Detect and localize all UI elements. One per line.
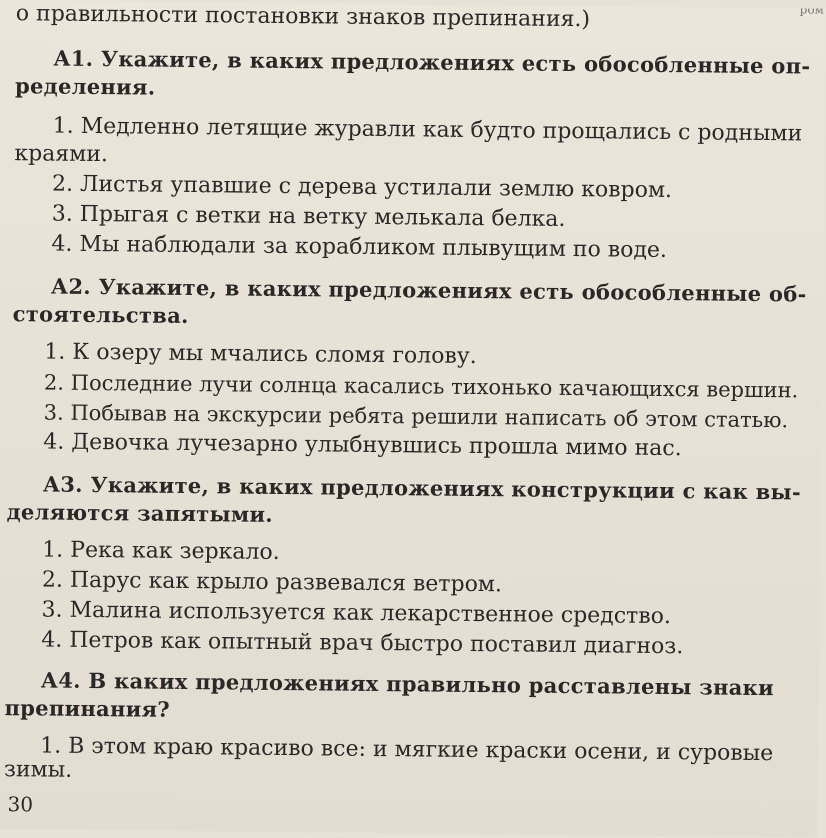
- question-a2-item: 4. Девочка лучезарно улыбнувшись прошла мимо нас.: [43, 429, 682, 462]
- question-a3-item: 3. Малина используется как лекарственное средство.: [41, 597, 672, 630]
- question-a1-title-line2: ределения.: [14, 73, 156, 100]
- question-a1-title-line1: А1. Укажите, в каких предложениях есть обособленные оп-: [53, 45, 811, 79]
- top-line: о правильности постановки знаков препинания.): [15, 1, 591, 33]
- question-a3-title-line1: А3. Укажите, в каких предложениях конструкции с как вы-: [42, 471, 802, 505]
- question-a1-item: 4. Мы наблюдали за корабликом плывущим по воде.: [51, 231, 668, 263]
- question-a3-title-line2: деляются запятыми.: [6, 499, 274, 527]
- question-a4-item: зимы.: [3, 757, 73, 783]
- question-a4-item: 1. В этом краю красиво все: и мягкие краски осени, и суровые: [40, 733, 774, 767]
- question-a1-item: 3. Прыгая с ветки на ветку мелькала белка.: [51, 201, 566, 232]
- question-a1-item: 1. Медленно летящие журавли как будто прощались с родными: [52, 113, 803, 147]
- question-a3-item: 1. Река как зеркало.: [42, 537, 280, 565]
- question-a2-item: 3. Побывав на экскурсии ребята решили написать об этом статью.: [43, 400, 789, 433]
- question-a1-item: 2. Листья упавшие с дерева устилали землю ковром.: [51, 171, 673, 204]
- question-a3-item: 4. Петров как опытный врач быстро поставил диагноз.: [41, 627, 684, 660]
- question-a4-title-line2: препинания?: [4, 695, 171, 722]
- page-number: 30: [7, 792, 34, 817]
- question-a2-item: 2. Последние лучи солнца касались тихонько качающихся вершин.: [43, 370, 799, 403]
- question-a3-item: 2. Парус как крыло развевался ветром.: [41, 567, 503, 598]
- question-a2-title-line1: А2. Укажите, в каких предложениях есть обособленные об-: [50, 273, 807, 307]
- question-a1-item: краями.: [14, 141, 109, 168]
- question-a2-item: 1. К озеру мы мчались сломя голову.: [44, 339, 477, 370]
- question-a4-title-line1: А4. В каких предложениях правильно расставлены знаки: [40, 667, 775, 701]
- corner-fragment: ром: [799, 2, 825, 17]
- question-a2-title-line2: стоятельства.: [12, 301, 189, 328]
